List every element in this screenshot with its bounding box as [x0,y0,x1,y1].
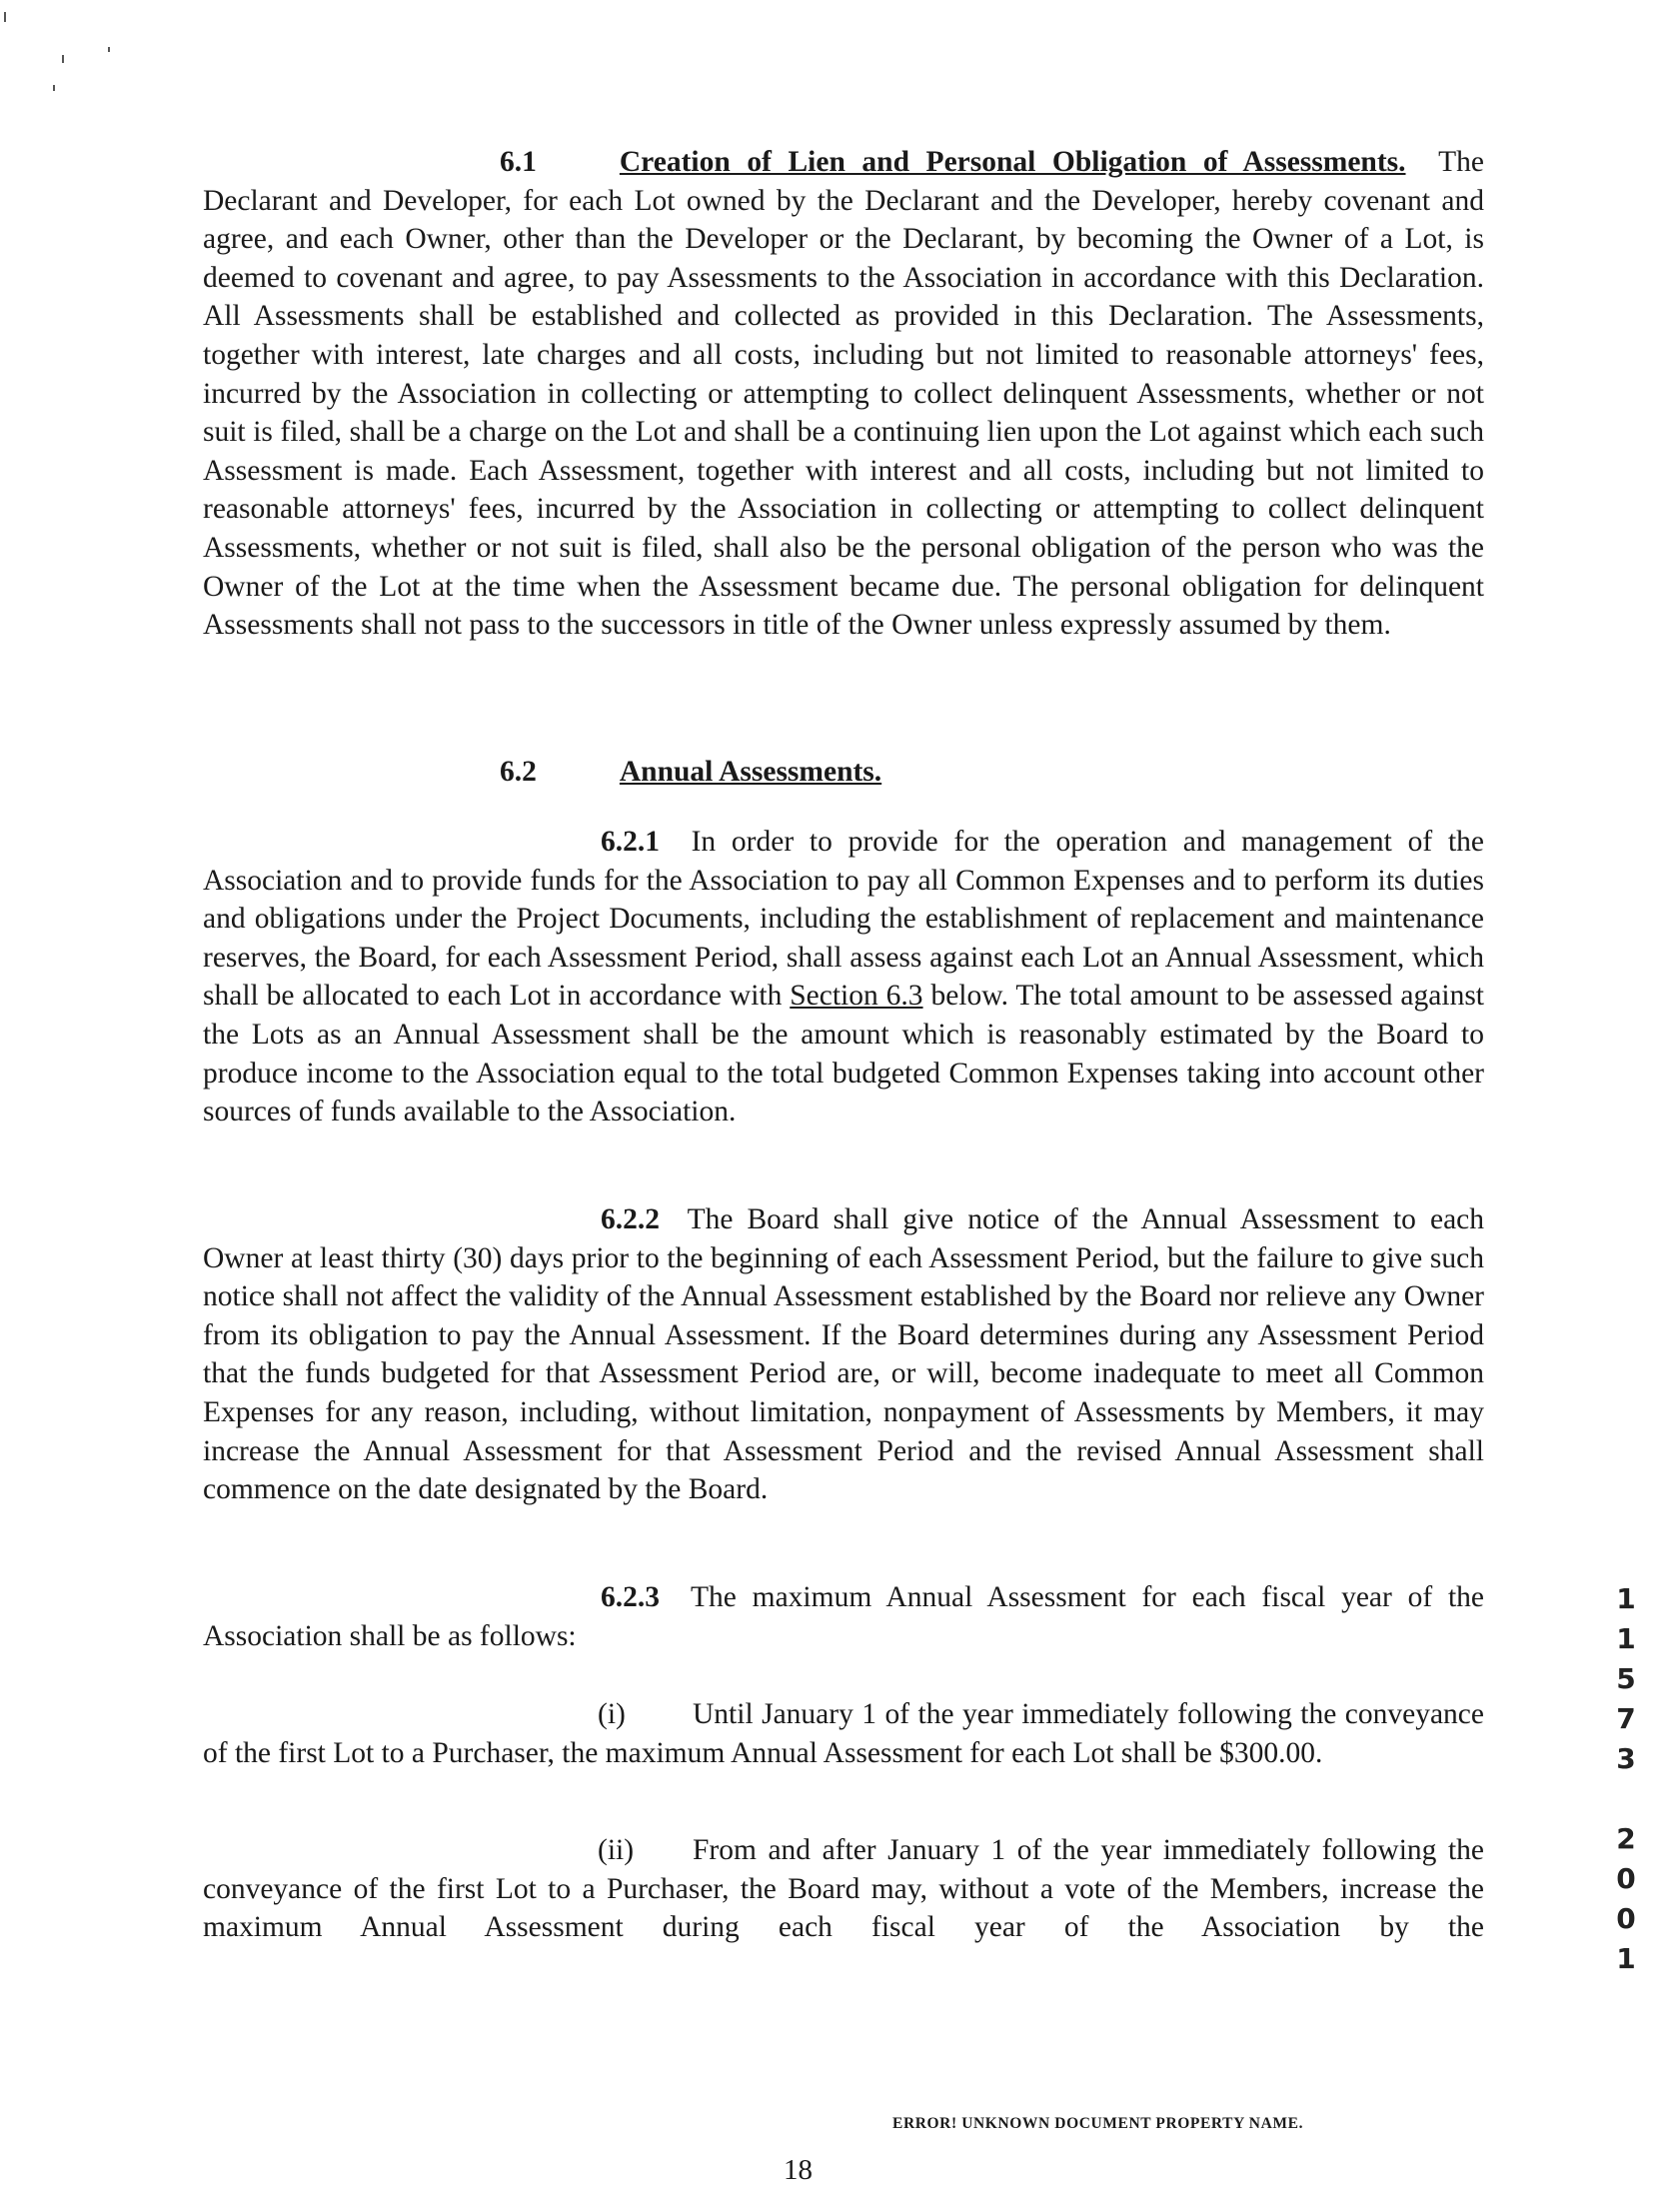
stamp-digit: 1 [1616,1582,1636,1615]
section-reference: Section 6.3 [790,980,923,1013]
section-body: The Declarant and Developer, for each Lot owned by the Declarant and the Developer, hereby covenant and agree, and each Owner, other than the Developer or the Declarant, by becoming the Owner of a Lot, is deemed to covenant and agree, to pay Assessments to the Association in accordance with this Declaration. All Assessments shall be established and collected as provided in this Declaration. The Assessments, together with interest, late charges and all costs, including but not limited to reasonable attorneys' fees, incurred by the Association in collecting or attempting to collect delinquent Assessments, whether or not suit is filed, shall be a charge on the Lot and shall be a continuing lien upon the Lot against which each such Assessment is made. Each Assessment, together with interest and all costs, including but not limited to reasonable attorneys' fees, incurred by the Association in collecting or attempting to collect delinquent Assessments, whether or not suit is filed, shall also be the personal obligation of the person who was the Owner of the Lot at the time when the Assessment became due. The personal obligation for delinquent Assessments shall not pass to the successors in title of the Owner unless expressly assumed by them. [203,146,1485,642]
section-6-2-2 [203,1200,1484,1509]
stamp-digit: 2 [1616,1822,1636,1855]
section-6-2-paragraph [203,753,1484,792]
section-body: In order to provide for the operation and management of the Association and to provide funds for the Association to pay all Common Expenses and to perform its duties and obligations under the Project Documents, including the establishment of replacement and maintenance reserves, the Board, for each Assessment Period, shall assess against each Lot an Annual Assessment, which shall be allocated to each Lot in accordance with [203,826,1484,1013]
stamp-digit: 1 [1616,1942,1636,1975]
list-item-marker: (ii) [598,1834,635,1866]
stamp-digit: 3 [1616,1742,1636,1775]
list-item-marker: (i) [598,1698,626,1730]
section-number: 6.2.3 [601,1581,660,1613]
section-6-2-2-paragraph [203,1200,1484,1509]
scan-speck [53,85,55,91]
section-body: The maximum Annual Assessment for each fiscal year of the Association shall be as follows: [203,1581,1484,1652]
scan-speck [62,55,64,63]
section-6-1 [203,143,1484,645]
section-number: 6.1 [500,146,537,178]
footer-label: ERROR! UNKNOWN DOCUMENT PROPERTY NAME. [892,2115,1304,2132]
scan-speck [4,12,6,22]
section-6-1-paragraph [203,143,1484,645]
section-6-2 [203,753,1484,792]
list-item-paragraph [203,1831,1484,1947]
section-number: 6.2.2 [601,1203,660,1235]
stamp-digit: 5 [1616,1662,1636,1695]
list-item [203,1695,1484,1772]
scan-speck [108,47,110,52]
section-6-2-1 [203,823,1484,1131]
section-number: 6.2 [500,756,537,788]
page-number: 18 [784,2154,813,2186]
section-heading: Creation of Lien and Personal Obligation of Assessments. [619,146,1406,178]
section-6-2-1-paragraph [203,823,1484,1131]
list-item [203,1831,1484,1947]
section-6-2-3 [203,1578,1484,1655]
section-body-continued: below. The total amount to be assessed against the Lots as an Annual Assessment shall be the amount which is reasonably estimated by the Board to produce income to the Association equal to the total budgeted Common Expenses taking into account other sources of funds available to the Association. [203,980,1484,1128]
stamp-digit: 7 [1616,1702,1636,1735]
stamp-gap [1609,1779,1643,1819]
section-heading: Annual Assessments. [619,756,882,788]
section-number: 6.2.1 [601,826,660,858]
section-body: The Board shall give notice of the Annual Assessment to each Owner at least thirty (30) days prior to the beginning of each Assessment Period, but the failure to give such notice shall not affect the validity of the Annual Assessment established by the Board nor relieve any Owner from its obligation to pay the Annual Assessment. If the Board determines during any Assessment Period that the funds budgeted for that Assessment Period are, or will, become inadequate to meet all Common Expenses for any reason, including, without limitation, nonpayment of Assessments by Members, it may increase the Annual Assessment for that Assessment Period and the revised Annual Assessment shall commence on the date designated by the Board. [203,1203,1485,1506]
list-item-text: Until January 1 of the year immediately following the conveyance of the first Lot to a Purchaser, the maximum Annual Assessment for each Lot shall be $300.00. [203,1698,1484,1769]
stamp-digit: 0 [1616,1862,1636,1895]
section-6-2-3-paragraph [203,1578,1484,1655]
list-item-paragraph [203,1695,1484,1772]
recording-number-stamp [1609,1579,1643,1979]
stamp-digit: 1 [1616,1622,1636,1655]
list-item-text: From and after January 1 of the year immediately following the conveyance of the first Lot to a Purchaser, the Board may, without a vote of the Members, increase the maximum Annual Assessment during each fiscal year of the Association by the [203,1834,1484,1944]
stamp-digit: 0 [1616,1902,1636,1935]
